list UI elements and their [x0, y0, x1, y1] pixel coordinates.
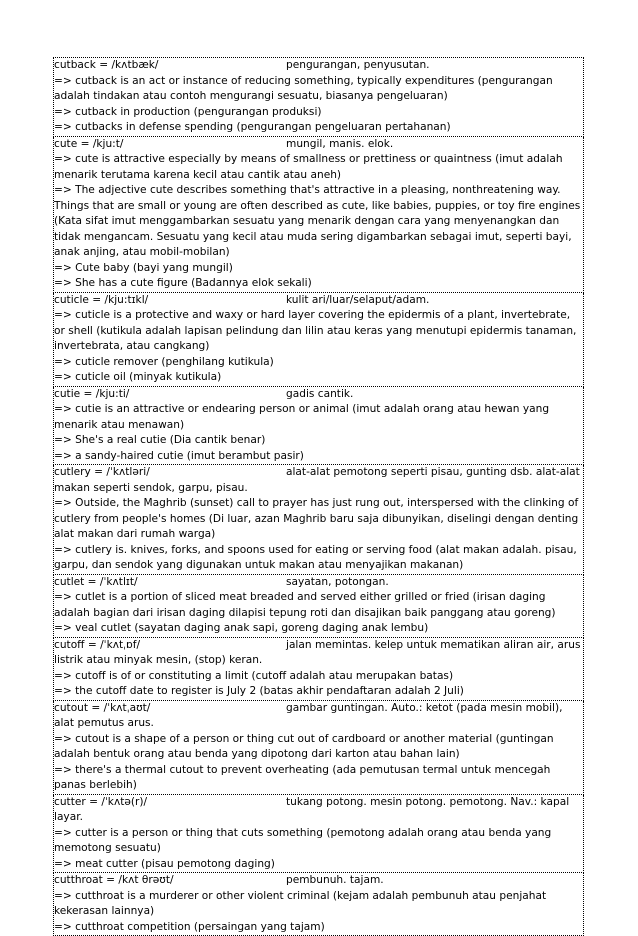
entry-term: cutback = /kʌtbæk/	[54, 59, 159, 71]
entry-term: cutie = /kju:ti/	[54, 387, 130, 400]
entry-example: => cuticle oil (minyak kutikula)	[54, 371, 222, 383]
entry-term: cute = /kju:t/	[54, 137, 124, 150]
dictionary-entry	[53, 387, 584, 466]
entry-term: cuticle = /kju:tɪkl/	[54, 293, 149, 306]
entry-headword-line	[54, 137, 583, 153]
dictionary-entry	[53, 575, 584, 638]
entry-headword-line	[54, 58, 583, 74]
entry-gloss: gambar guntingan. Auto.: ketot (pada mesin mobil), alat pemutus arus.	[54, 701, 563, 729]
entry-headword-line	[54, 795, 583, 826]
entry-headword-line	[54, 638, 583, 669]
entry-example: => there's a thermal cutout to prevent overheating (ada pemutusan termal untuk mencegah panas berlebih)	[54, 763, 551, 791]
entry-example: => cute is attractive especially by means of smallness or prettiness or quaintness (imut adalah menarik terutama karena kecil atau cantik atau aneh)	[54, 153, 563, 181]
entry-example: => meat cutter (pisau pemotong daging)	[54, 857, 275, 870]
dictionary-entry	[53, 137, 584, 293]
entry-example: => She has a cute figure (Badannya elok sekali)	[54, 277, 312, 289]
entry-headword-line	[54, 465, 583, 496]
entry-example: => cutback in production (pengurangan produksi)	[54, 105, 322, 118]
entry-headword-line	[54, 701, 583, 732]
entry-example: => cuticle remover (penghilang kutikula)	[54, 355, 274, 368]
entry-headword-line	[54, 873, 583, 889]
entry-gloss: kulit ari/luar/selaput/adam.	[286, 293, 430, 306]
entry-example: => cutbacks in defense spending (pengurangan pengeluaran pertahanan)	[54, 121, 451, 133]
entry-example: => cutlet is a portion of sliced meat breaded and served either grilled or fried (irisan daging adalah bagian dari irisan daging dilapisi tepung roti dan disajikan baik panggang atau goreng)	[54, 591, 556, 619]
entry-example: => cutlery is. knives, forks, and spoons used for eating or serving food (alat makan adalah. pisau, garpu, dan sendok yang digunakan untuk makan atau menyajikan makanan)	[54, 543, 577, 571]
entry-example: => cutter is a person or thing that cuts something (pemotong adalah orang atau benda yang memotong sesuatu)	[54, 826, 552, 854]
dictionary-entry	[53, 701, 584, 795]
entry-example: => The adjective cute describes something that's attractive in a pleasing, nonthreatening way. Things that are small or young are often described as cute, like babies, puppies, or toy fire engines (Kata sifat imut menggambarkan sesuatu yang menarik dengan cara yang menyenangkan dan tidak mengancam. Sesuatu yang kecil atau muda sering digambarkan sebagai imut, seperti bayi, anak anjing, atau mobil-mobilan)	[54, 184, 581, 258]
entry-example: => cutthroat competition (persaingan yang tajam)	[54, 920, 325, 933]
entry-example: => cuticle is a protective and waxy or hard layer covering the epidermis of a plant, invertebrate, or shell (kutikula adalah lapisan pelindung dan lilin atau keras yang menutupi epidermis tanaman, invertebrata, atau cangkang)	[54, 309, 577, 352]
entry-example: => cutthroat is a murderer or other violent criminal (kejam adalah pembunuh atau penjahat kekerasan lainnya)	[54, 889, 547, 917]
entry-headword-line	[54, 387, 583, 403]
entry-gloss: sayatan, potongan.	[286, 575, 389, 588]
entry-example: => Cute baby (bayi yang mungil)	[54, 261, 233, 274]
dictionary-entry	[53, 57, 584, 137]
entry-example: => cutback is an act or instance of reducing something, typically expenditures (pengurangan adalah tindakan atau contoh mengurangi sesuatu, biasanya pengeluaran)	[54, 74, 553, 102]
entry-headword-line	[54, 293, 583, 309]
dictionary-entry	[53, 465, 584, 575]
entry-gloss: gadis cantik.	[286, 387, 354, 400]
entry-example: => cutout is a shape of a person or thing cut out of cardboard or another material (guntingan adalah bentuk orang atau benda yang dipotong dari karton atau bahan lain)	[54, 732, 554, 760]
entry-gloss: jalan memintas. kelep untuk mematikan aliran air, arus listrik atau minyak mesin, (stop) keran.	[54, 638, 581, 666]
entry-term: cutoff = /ˈkʌtˌɒf/	[54, 638, 141, 651]
entry-term: cutout = /ˈkʌtˌaʊt/	[54, 701, 151, 714]
entry-gloss: mungil, manis. elok.	[286, 137, 394, 150]
dictionary-entry	[53, 638, 584, 701]
entry-term: cutlet = /ˈkʌtlɪt/	[54, 575, 138, 588]
entry-example: => cutoff is of or constituting a limit (cutoff adalah atau merupakan batas)	[54, 669, 454, 682]
dictionary-page	[53, 57, 584, 936]
entry-term: cutthroat = /kʌt θrəʊt/	[54, 874, 174, 886]
entry-example: => veal cutlet (sayatan daging anak sapi, goreng daging anak lembu)	[54, 622, 429, 634]
dictionary-entry	[53, 795, 584, 874]
entry-headword-line	[54, 575, 583, 591]
entry-example: => She's a real cutie (Dia cantik benar)	[54, 434, 266, 446]
dictionary-entry	[53, 293, 584, 387]
entry-example: => a sandy-haired cutie (imut berambut pasir)	[54, 449, 304, 462]
dictionary-entry	[53, 873, 584, 936]
entry-gloss: pengurangan, penyusutan.	[286, 59, 430, 71]
entry-gloss: tukang potong. mesin potong. pemotong. Nav.: kapal layar.	[54, 795, 570, 823]
entry-term: cutlery = /ˈkʌtləri/	[54, 466, 150, 478]
entry-term: cutter = /ˈkʌtə(r)/	[54, 795, 148, 808]
entry-gloss: pembunuh. tajam.	[286, 874, 384, 886]
entry-example: => cutie is an attractive or endearing person or animal (imut adalah orang atau hewan yang menarik atau menawan)	[54, 403, 550, 431]
entry-example: => the cutoff date to register is July 2 (batas akhir pendaftaran adalah 2 Juli)	[54, 685, 464, 697]
entry-gloss: alat-alat pemotong seperti pisau, gunting dsb. alat-alat makan seperti sendok, garpu, pisau.	[54, 466, 580, 494]
entry-example: => Outside, the Maghrib (sunset) call to prayer has just rung out, interspersed with the clinking of cutlery from people's homes (Di luar, azan Maghrib baru saja dibunyikan, diselingi dengan denting alat makan dari rumah warga)	[54, 497, 579, 540]
